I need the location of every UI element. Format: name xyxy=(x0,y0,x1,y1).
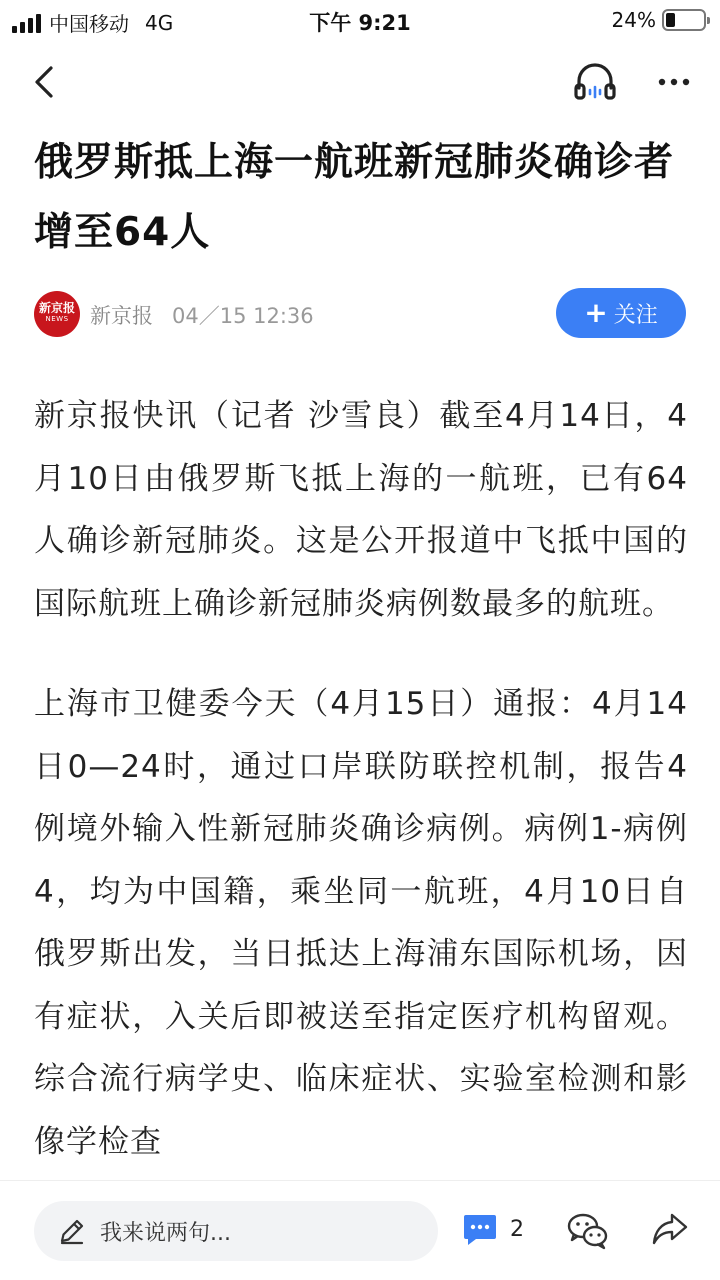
comment-count: 2 xyxy=(510,1216,524,1242)
plus-icon: + xyxy=(584,296,608,329)
source-logo-text: 新京报 xyxy=(38,301,75,315)
status-right xyxy=(612,8,706,32)
publish-time: 04／15 12:36 xyxy=(172,304,314,328)
source-logo-subtext: NEWS xyxy=(45,315,69,323)
article-title: 俄罗斯抵上海一航班新冠肺炎确诊者增至64人 xyxy=(34,140,675,255)
more-horizontal-icon xyxy=(652,62,696,102)
comment-placeholder: 我来说两句... xyxy=(100,1220,231,1246)
network-label: 4G xyxy=(145,10,174,35)
follow-button[interactable] xyxy=(556,288,686,338)
share-arrow-icon xyxy=(650,1209,690,1249)
source-row xyxy=(34,288,686,340)
comment-bubble-icon xyxy=(462,1211,498,1247)
battery-fill xyxy=(666,13,675,27)
back-button[interactable] xyxy=(24,60,68,104)
more-button[interactable] xyxy=(652,62,696,102)
status-time: 下午 9:21 xyxy=(309,11,411,35)
wechat-icon xyxy=(566,1209,610,1253)
chevron-left-icon xyxy=(24,60,68,104)
source-name[interactable]: 新京报 xyxy=(90,304,153,328)
carrier-label: 中国移动 xyxy=(49,12,129,36)
pencil-icon xyxy=(56,1215,88,1247)
share-button[interactable] xyxy=(650,1209,690,1249)
article-paragraph: 上海市卫健委今天（4月15日）通报：4月14日0—24时，通过口岸联防联控机制，报告4例境外输入性新冠肺炎确诊病例。病例1-病例4，均为中国籍，乘坐同一航班，4月10日自俄罗斯出发，当日抵达上海浦东国际机场，因有症状，入关后即被送至指定医疗机构留观。综合流行病学史、临床症状、实验室检测和影像学检查 xyxy=(34,686,688,1160)
source-logo[interactable] xyxy=(34,291,80,337)
battery-percent: 24% xyxy=(611,8,656,32)
status-bar xyxy=(0,0,720,40)
article-body xyxy=(34,385,688,1175)
wechat-share-button[interactable] xyxy=(566,1209,610,1253)
follow-label: 关注 xyxy=(613,302,658,328)
nav-bar xyxy=(0,40,720,124)
battery-icon xyxy=(662,9,706,31)
article-paragraph: 新京报快讯（记者 沙雪良）截至4月14日，4月10日由俄罗斯飞抵上海的一航班，已有64人确诊新冠肺炎。这是公开报道中飞抵中国的国际航班上确诊新冠肺炎病例数最多的航班。 xyxy=(34,398,688,622)
comment-input[interactable] xyxy=(34,1201,438,1261)
listen-button[interactable] xyxy=(572,58,618,104)
bottom-bar xyxy=(0,1180,720,1280)
comments-button[interactable] xyxy=(462,1211,524,1247)
headphones-icon xyxy=(572,58,618,104)
